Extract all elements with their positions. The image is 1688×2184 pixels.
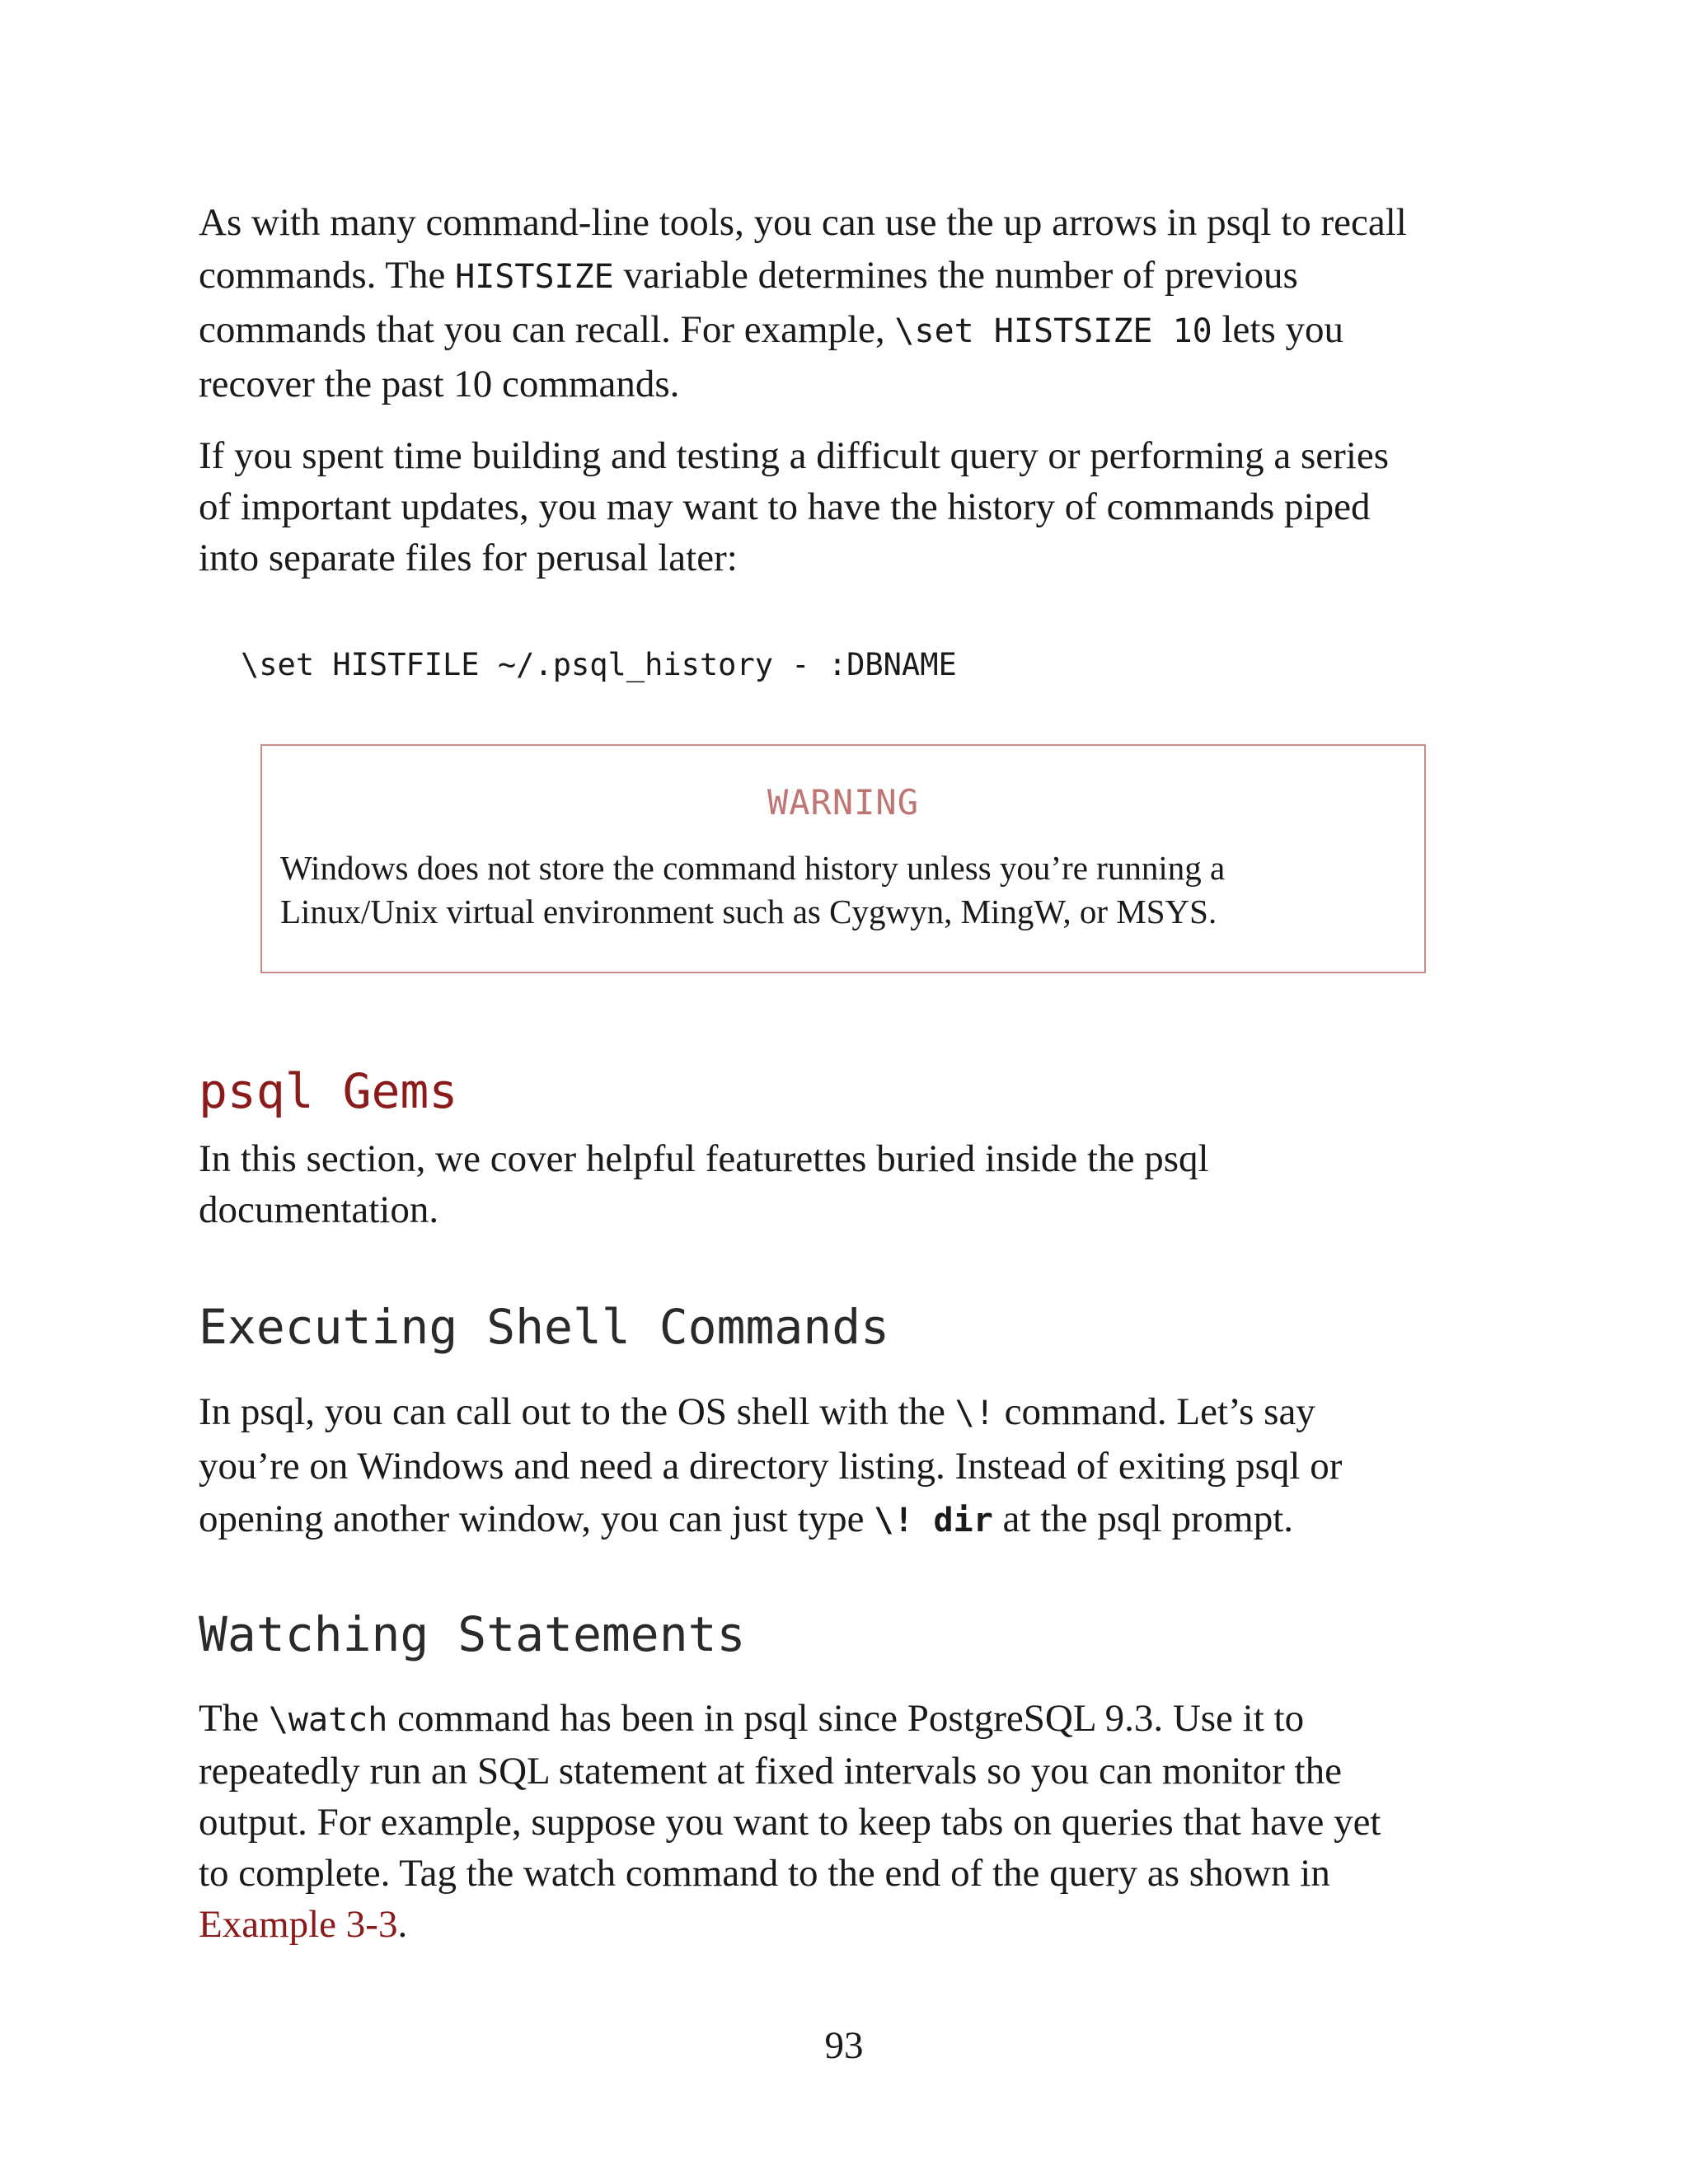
subheading-watching-statements: Watching Statements xyxy=(199,1606,746,1662)
paragraph-histfile: If you spent time building and testing a difficult query or performing a series of important updates, you may want to have the history of commands piped into separate files for perusal later: xyxy=(199,434,1390,579)
section-heading-psql-gems: psql Gems xyxy=(199,1063,458,1119)
shell-escape-code: \! xyxy=(954,1394,995,1432)
example-3-3-link[interactable]: Example 3-3 xyxy=(199,1903,398,1946)
p1-line1: As with many command-line tools, you can use the up arrows in psql to recall xyxy=(199,201,1407,244)
paragraph-histsize: As with many command-line tools, you can use the up arrows in psql to recall commands. The HISTSIZE variable determines the number of previous commands that you can recall. For example, \set HISTSIZE 10 lets you recover the past 10 commands. xyxy=(199,201,1407,405)
paragraph-watch: The \watch command has been in psql since PostgreSQL 9.3. Use it to repeatedly run an SQL statement at fixed intervals so you can monitor the output. For example, suppose you want to keep tabs on queries that have yet to complete. Tag the watch command to the end of the query as shown in Example 3-3. xyxy=(199,1697,1381,1946)
watch-command-code: \watch xyxy=(268,1701,388,1739)
dir-command-code: \! dir xyxy=(874,1502,993,1540)
paragraph-gems-intro: In this section, we cover helpful featurettes buried inside the psql documentation. xyxy=(199,1137,1209,1231)
warning-text: Windows does not store the command history unless you’re running a Linux/Unix virtual environment such as Cygwyn, MingW, or MSYS. xyxy=(280,849,1226,930)
histsize-code: HISTSIZE xyxy=(455,258,614,296)
set-histsize-code: \set HISTSIZE 10 xyxy=(894,312,1212,350)
subheading-shell-commands: Executing Shell Commands xyxy=(199,1299,890,1355)
code-block-histfile: \set HISTFILE ~/.psql_history - :DBNAME xyxy=(241,647,957,682)
paragraph-shell: In psql, you can call out to the OS shell with the \! command. Let’s say you’re on Windows and need a directory listing. Instead of exiting psql or opening another window, you can just type \! dir at the psql prompt. xyxy=(199,1390,1343,1540)
page-number: 93 xyxy=(824,2024,864,2067)
warning-callout xyxy=(260,744,1426,973)
warning-title: WARNING xyxy=(767,782,919,823)
